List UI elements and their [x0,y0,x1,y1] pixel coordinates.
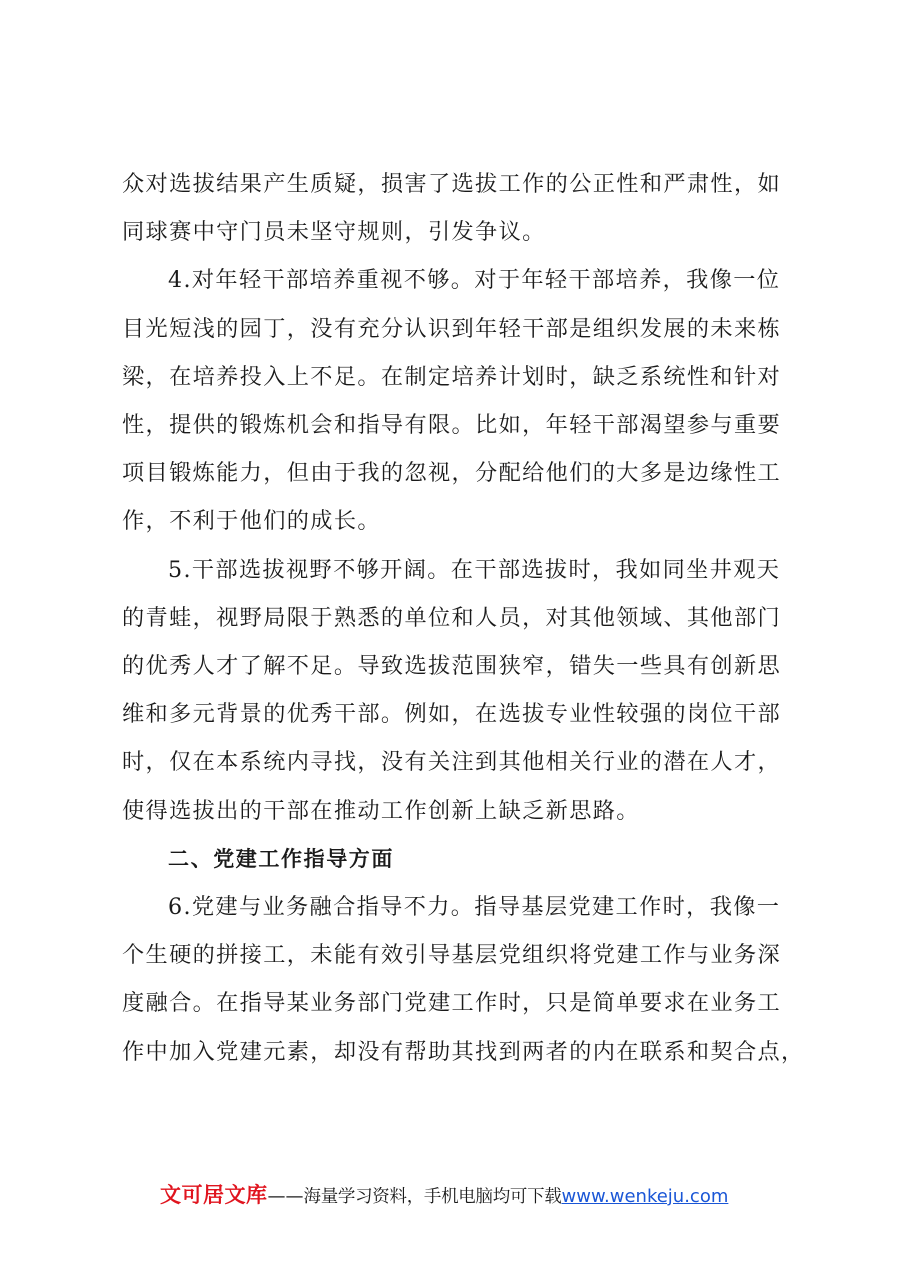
text-line: 度融合。在指导某业务部门党建工作时，只是简单要求在业务工 [122,990,782,1017]
footer-dash: —— [267,1186,304,1207]
text-line: 项目锻炼能力，但由于我的忽视，分配给他们的大多是边缘性工 [122,460,782,487]
footer-banner [160,1180,728,1212]
document-page [122,160,805,1076]
text-line: 个生硬的拼接工，未能有效引导基层党组织将党建工作与业务深 [122,942,782,969]
text-line: 使得选拔出的干部在推动工作创新上缺乏新思路。 [122,797,640,824]
text-line: 6.党建与业务融合指导不力。指导基层党建工作时，我像一 [168,894,781,921]
website-link[interactable]: www.wenkeju.com [561,1186,729,1207]
text-line: 作中加入党建元素，却没有帮助其找到两者的内在联系和契合点， [122,1038,805,1065]
text-line: 4.对年轻干部培养重视不够。对于年轻干部培养，我像一位 [168,267,781,294]
paragraph-6 [122,883,805,1076]
text-line: 众对选拔结果产生质疑，损害了选拔工作的公正性和严肃性，如 [122,171,782,197]
section-heading: 二、党建工作指导方面 [168,846,394,871]
footer-slogan: 海量学习资料，手机电脑均可下载 [303,1187,562,1207]
text-line: 作，不利于他们的成长。 [122,508,381,535]
text-line: 的青蛙，视野局限于熟悉的单位和人员，对其他领域、其他部门 [122,604,782,631]
text-line: 同球赛中守门员未坚守规则，引发争议。 [122,219,546,246]
text-line: 维和多元背景的优秀干部。例如，在选拔专业性较强的岗位干部 [122,701,782,728]
text-line: 5.干部选拔视野不够开阔。在干部选拔时，我如同坐井观天 [168,556,781,583]
text-line: 目光短浅的园丁，没有充分认识到年轻干部是组织发展的未来栋 [122,315,782,342]
paragraph-5 [122,546,787,835]
text-line: 的优秀人才了解不足。导致选拔范围狭窄，错失一些具有创新思 [122,653,782,680]
text-line: 时，仅在本系统内寻找，没有关注到其他相关行业的潜在人才， [122,749,782,776]
text-line: 梁，在培养投入上不足。在制定培养计划时，缺乏系统性和针对 [122,363,782,390]
text-line: 性，提供的锻炼机会和指导有限。比如，年轻干部渴望参与重要 [122,412,782,439]
paragraph-continuation [122,160,787,256]
brand-name: 文可居文库 [160,1183,268,1207]
paragraph-4 [122,256,787,545]
